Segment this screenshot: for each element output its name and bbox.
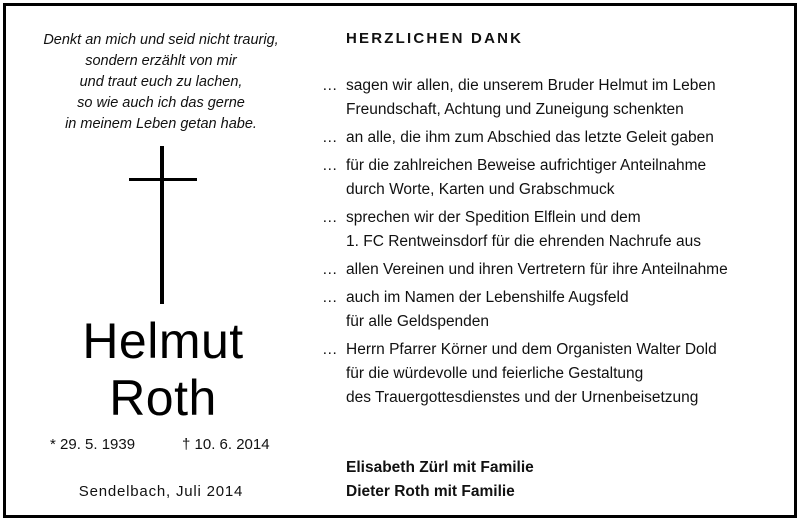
thanks-line: an alle, die ihm zum Abschied das letzte Geleit gaben [346,129,714,146]
thanks-entry [322,154,792,202]
obituary-card [3,3,797,518]
memorial-poem [6,30,316,135]
memorial-column [6,6,326,515]
ellipsis-marker: … [322,129,338,146]
deceased-first-name: Helmut [82,313,244,369]
ellipsis-marker: … [322,157,338,174]
place-and-date: Sendelbach, Juli 2014 [78,483,244,500]
thanks-line: für die würdevolle und feierliche Gestaltung [346,365,644,382]
thanks-entry [322,126,792,150]
signer-name: Dieter Roth mit Familie [346,483,515,500]
thanks-line: sprechen wir der Spedition Elflein und dem [346,209,641,226]
birth-date: * 29. 5. 1939 [50,436,136,453]
thanks-line: für die zahlreichen Beweise aufrichtiger Anteilnahme [346,157,707,174]
thanks-line: für alle Geldspenden [346,313,490,330]
thanks-list [322,74,792,410]
thanks-line: sagen wir allen, die unserem Bruder Helmut im Leben [346,77,716,94]
thanks-line: Herrn Pfarrer Körner und dem Organisten Walter Dold [346,341,717,358]
cross-vertical-bar [160,146,164,304]
poem-line: und traut euch zu lachen, [79,74,243,90]
thanks-line: auch im Namen der Lebenshilfe Augsfeld [346,289,629,306]
thanks-line: Freundschaft, Achtung und Zuneigung schenkten [346,101,684,118]
poem-line: so wie auch ich das gerne [77,95,245,111]
poem-line: sondern erzählt von mir [85,53,237,69]
thanks-line: des Trauergottesdienstes und der Urnenbeisetzung [346,389,699,406]
thanks-heading: HERZLICHEN DANK [346,30,524,47]
signatories [346,456,534,504]
ellipsis-marker: … [322,341,338,358]
thanks-line: durch Worte, Karten und Grabschmuck [346,181,615,198]
thanks-entry [322,286,792,334]
cross-horizontal-bar [129,178,197,181]
deceased-last-name: Roth [109,370,217,426]
death-date: † 10. 6. 2014 [182,436,270,453]
ellipsis-marker: … [322,289,338,306]
ellipsis-marker: … [322,77,338,94]
poem-line: in meinem Leben getan habe. [65,116,257,132]
cross-icon [124,146,204,306]
signer-name: Elisabeth Zürl mit Familie [346,459,534,476]
thanks-entry [322,74,792,122]
thanks-line: allen Vereinen und ihren Vertretern für ihre Anteilnahme [346,261,728,278]
thanks-entry [322,206,792,254]
ellipsis-marker: … [322,261,338,278]
thanks-line: 1. FC Rentweinsdorf für die ehrenden Nachrufe aus [346,233,701,250]
ellipsis-marker: … [322,209,338,226]
thanks-entry [322,258,792,282]
thanks-entry [322,338,792,410]
poem-line: Denkt an mich und seid nicht traurig, [43,32,279,48]
